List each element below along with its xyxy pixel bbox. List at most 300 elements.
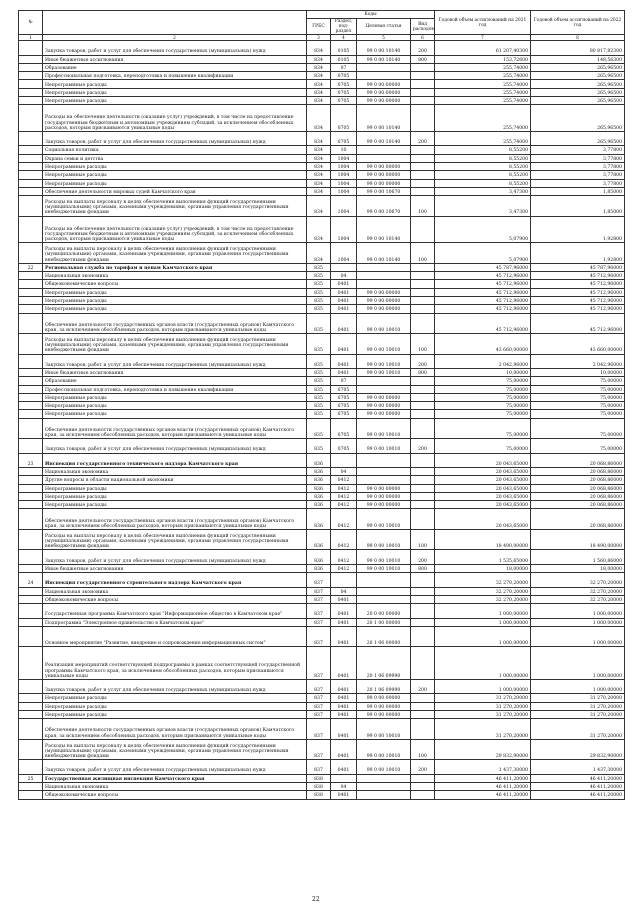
row-vr [411,626,435,647]
table-row [19,760,625,774]
row-vr [411,272,435,280]
row-cs [357,263,411,271]
row-value-2021: 5,07900 [435,243,531,264]
row-grbs: 834 [307,171,331,179]
table-row [19,710,625,718]
row-vr: 800 [411,368,435,376]
row-vr [411,72,435,80]
row-value-2021: 46 411,20000 [435,782,531,790]
row-value-2021: 8,55200 [435,146,531,154]
row-number [19,63,43,71]
row-number [19,782,43,790]
row-razdel: 0401 [331,647,357,680]
row-cs: 99 0 00 10010 [357,509,411,530]
table-row [19,63,625,71]
row-number [19,313,43,334]
row-grbs: 837 [307,710,331,718]
row-name: Другие вопросы в области национальной экономики [43,476,307,484]
row-grbs: 834 [307,146,331,154]
row-cs: 99 0 00 10010 [357,550,411,564]
row-vr [411,263,435,271]
row-number [19,595,43,603]
row-value-2021: 75,00000 [435,410,531,418]
row-razdel: 0705 [331,105,357,132]
row-razdel: 0705 [331,97,357,105]
table-row [19,595,625,603]
row-value-2021: 2 042,96000 [435,354,531,368]
table-row [19,393,625,401]
row-name: Обеспечение деятельности государственных органов власти (государственных органов) Камчатского края, за исключением обособленных расходов, которым присваиваются уникальные коды [43,509,307,530]
row-grbs: 836 [307,501,331,509]
row-cs: 99 0 00 00000 [357,88,411,96]
row-number [19,501,43,509]
row-razdel: 0412 [331,564,357,572]
row-vr: 100 [411,739,435,760]
row-razdel: 04 [331,467,357,475]
row-vr [411,573,435,587]
row-value-2021: 255,74000 [435,63,531,71]
row-cs [357,154,411,162]
row-grbs: 837 [307,702,331,710]
row-number [19,618,43,626]
row-vr [411,492,435,500]
row-value-2022: 1 000,00000 [531,680,625,694]
table-row [19,509,625,530]
row-value-2021: 255,74000 [435,131,531,145]
row-grbs: 834 [307,105,331,132]
table-row [19,263,625,271]
table-row [19,573,625,587]
row-cs: 99 0 00 10010 [357,354,411,368]
row-value-2022: 1 560,86000 [531,550,625,564]
row-grbs: 835 [307,272,331,280]
row-vr [411,587,435,595]
table-row [19,439,625,453]
row-value-2021: 75,00000 [435,385,531,393]
table-row [19,280,625,288]
row-number [19,154,43,162]
row-cs [357,467,411,475]
header-grbs: ГРБС [307,19,331,35]
row-grbs: 838 [307,791,331,799]
table-row [19,354,625,368]
table-row [19,41,625,55]
table-row [19,368,625,376]
row-grbs: 837 [307,626,331,647]
row-cs: 99 0 00 10010 [357,439,411,453]
table-row [19,476,625,484]
row-grbs: 835 [307,288,331,296]
table-row [19,492,625,500]
table-row [19,72,625,80]
row-number [19,529,43,550]
row-razdel: 0705 [331,131,357,145]
row-grbs: 835 [307,439,331,453]
row-vr [411,63,435,71]
row-name: Образование [43,63,307,71]
row-razdel: 0705 [331,418,357,439]
row-grbs: 837 [307,573,331,587]
table-row [19,791,625,799]
row-number [19,243,43,264]
table-row [19,216,625,243]
row-vr [411,604,435,618]
row-value-2021: 45 712,96000 [435,313,531,334]
row-value-2022: 45 712,96000 [531,272,625,280]
row-value-2022: 1 000,00000 [531,604,625,618]
row-value-2022: 20 068,86000 [531,453,625,467]
row-number [19,88,43,96]
row-value-2021: 75,00000 [435,393,531,401]
row-vr: 100 [411,243,435,264]
row-number [19,385,43,393]
row-name: Иные бюджетные ассигнования [43,368,307,376]
row-name: Непрограммные расходы [43,402,307,410]
row-number [19,196,43,217]
row-name: Непрограммные расходы [43,288,307,296]
row-grbs: 834 [307,131,331,145]
row-name: Непрограммные расходы [43,305,307,313]
row-grbs: 834 [307,179,331,187]
table-row [19,501,625,509]
table-row [19,377,625,385]
row-vr [411,179,435,187]
row-vr [411,296,435,304]
row-value-2022: 45 712,96000 [531,280,625,288]
budget-table [18,10,625,800]
row-grbs: 835 [307,368,331,376]
row-value-2022: 31 270,20000 [531,710,625,718]
row-cs: 99 0 00 10010 [357,739,411,760]
row-value-2022: 80 817,82300 [531,41,625,55]
row-razdel: 1004 [331,243,357,264]
row-cs: 99 0 00 00000 [357,296,411,304]
row-vr [411,410,435,418]
row-name: Иные бюджетные ассигнования [43,55,307,63]
row-razdel [331,774,357,782]
row-value-2022: 265,96500 [531,97,625,105]
row-razdel: 1004 [331,179,357,187]
row-name: Расходы на обеспечение деятельности (оказание услуг) учреждений, в том числе на предоставление государственным бюджетным и автономным учреждениям субсидий, за исключением обособленных расходов, которым присваиваются уникальные коды [43,216,307,243]
row-value-2021: 255,74000 [435,88,531,96]
table-row [19,187,625,195]
row-value-2022: 1 000,00000 [531,626,625,647]
row-vr [411,453,435,467]
row-value-2022: 2 042,96000 [531,354,625,368]
row-razdel: 0401 [331,368,357,376]
row-name: Непрограммные расходы [43,492,307,500]
row-grbs: 837 [307,680,331,694]
table-row [19,88,625,96]
row-number [19,334,43,355]
table-row [19,774,625,782]
row-value-2022: 46 411,20000 [531,791,625,799]
row-cs: 99 0 00 00000 [357,80,411,88]
row-grbs: 837 [307,595,331,603]
row-number [19,80,43,88]
row-razdel [331,453,357,467]
budget-table-page [18,10,624,800]
row-vr [411,187,435,195]
row-razdel: 04 [331,587,357,595]
row-value-2021: 1 437,30000 [435,760,531,774]
row-value-2021: 32 270,20000 [435,573,531,587]
row-number [19,354,43,368]
row-razdel: 0705 [331,410,357,418]
row-value-2022: 45 712,96000 [531,313,625,334]
table-row [19,587,625,595]
row-cs: 99 0 00 00000 [357,410,411,418]
table-row [19,131,625,145]
row-cs: 99 0 00 10010 [357,418,411,439]
row-value-2021: 45 712,96000 [435,272,531,280]
row-cs [357,385,411,393]
row-number [19,179,43,187]
row-vr [411,694,435,702]
row-cs [357,146,411,154]
row-cs [357,791,411,799]
row-cs: 99 0 00 10010 [357,529,411,550]
row-name: Расходы на выплаты персоналу в целях обеспечения выполнения функций государственными (муниципальными) органами, казенными учреждениями, органами управления государственными внебюджетными фондами [43,243,307,264]
row-grbs: 834 [307,55,331,63]
row-number [19,410,43,418]
row-cs: 99 0 00 10010 [357,760,411,774]
row-vr [411,393,435,401]
row-name: Общеэкономические вопросы [43,595,307,603]
row-razdel [331,573,357,587]
table-row [19,782,625,790]
row-value-2022: 148,56300 [531,55,625,63]
row-name: Непрограммные расходы [43,171,307,179]
row-cs: 99 0 00 10140 [357,55,411,63]
row-grbs: 835 [307,296,331,304]
row-number [19,131,43,145]
row-name: Непрограммные расходы [43,162,307,170]
row-name: Непрограммные расходы [43,484,307,492]
row-name: Непрограммные расходы [43,80,307,88]
row-number [19,296,43,304]
row-vr [411,484,435,492]
row-name: Обеспечение деятельности государственных органов власти (государственных органов) Камчатского края, за исключением обособленных расходов, которым присваиваются уникальные коды [43,719,307,740]
row-cs: 99 0 00 00000 [357,288,411,296]
row-number [19,467,43,475]
row-cs: 99 0 00 00000 [357,393,411,401]
row-name: Национальная экономика [43,587,307,595]
row-value-2022: 31 270,20000 [531,702,625,710]
row-grbs: 836 [307,550,331,564]
row-number [19,377,43,385]
row-number [19,694,43,702]
row-razdel: 0412 [331,476,357,484]
table-row [19,564,625,572]
table-row [19,305,625,313]
row-name: Обеспечение деятельности мировых судей Камчатского края [43,187,307,195]
row-vr [411,80,435,88]
row-razdel: 0705 [331,72,357,80]
row-value-2021: 18,00000 [435,564,531,572]
row-number [19,760,43,774]
row-name: Национальная экономика [43,467,307,475]
row-razdel: 0401 [331,680,357,694]
row-name: Непрограммные расходы [43,702,307,710]
table-row [19,402,625,410]
row-value-2021: 8,55200 [435,154,531,162]
row-cs: 20 1 00 00000 [357,618,411,626]
row-razdel: 0401 [331,739,357,760]
table-row [19,604,625,618]
row-cs: 20 1 06 09990 [357,647,411,680]
row-vr [411,105,435,132]
column-index: 1 [19,35,43,41]
column-index: 3 [307,35,331,41]
row-cs [357,573,411,587]
row-vr: 200 [411,354,435,368]
row-name: Закупка товаров, работ и услуг для обеспечения государственных (муниципальных) нужд [43,41,307,55]
row-value-2022: 75,00000 [531,418,625,439]
row-razdel: 0401 [331,280,357,288]
table-row [19,296,625,304]
row-grbs: 838 [307,782,331,790]
row-value-2021: 1 000,00000 [435,680,531,694]
row-razdel: 0705 [331,88,357,96]
row-razdel: 1004 [331,216,357,243]
row-name: Образование [43,377,307,385]
column-index: 8 [531,35,625,41]
row-vr [411,702,435,710]
table-row [19,739,625,760]
row-value-2022: 1 437,30000 [531,760,625,774]
row-grbs: 837 [307,694,331,702]
table-row [19,453,625,467]
row-vr: 100 [411,196,435,217]
row-number [19,484,43,492]
column-index: 7 [435,35,531,41]
row-cs: 99 0 00 10010 [357,719,411,740]
table-row [19,680,625,694]
row-vr [411,791,435,799]
row-grbs: 836 [307,564,331,572]
row-value-2022: 265,96500 [531,63,625,71]
row-number [19,41,43,55]
row-value-2021: 32 270,20000 [435,587,531,595]
row-razdel: 1004 [331,162,357,170]
row-value-2021: 1 000,00000 [435,647,531,680]
row-value-2021: 1 000,00000 [435,604,531,618]
row-value-2022: 18 490,00000 [531,529,625,550]
row-name: Расходы на выплаты персоналу в целях обеспечения выполнения функций государственными (муниципальными) органами, казенными учреждениями, органами управления государственными внебюджетными фондами [43,334,307,355]
row-grbs: 835 [307,393,331,401]
row-vr [411,719,435,740]
row-razdel: 1004 [331,154,357,162]
row-name: Непрограммные расходы [43,710,307,718]
table-row [19,55,625,63]
header-num: № [19,11,43,35]
row-number [19,368,43,376]
row-grbs: 838 [307,774,331,782]
row-name: Расходы на выплаты персоналу в целях обеспечения выполнения функций государственными (муниципальными) органами, казенными учреждениями, органами управления государственными внебюджетными фондами [43,739,307,760]
row-grbs: 835 [307,410,331,418]
row-name: Профессиональная подготовка, переподготовка и повышение квалификации [43,385,307,393]
row-razdel: 0401 [331,595,357,603]
row-vr: 200 [411,439,435,453]
row-number [19,492,43,500]
row-grbs: 836 [307,529,331,550]
row-vr [411,418,435,439]
row-name: Непрограммные расходы [43,88,307,96]
row-value-2022: 46 411,20000 [531,782,625,790]
row-cs: 99 0 00 00000 [357,179,411,187]
row-value-2021: 75,00000 [435,418,531,439]
row-value-2022: 31 270,20000 [531,719,625,740]
row-name: Непрограммные расходы [43,179,307,187]
row-vr [411,146,435,154]
row-number [19,288,43,296]
row-value-2021: 20 043,65000 [435,467,531,475]
row-cs: 99 0 00 10670 [357,196,411,217]
row-value-2021: 45 712,96000 [435,288,531,296]
row-value-2022: 32 270,20000 [531,595,625,603]
row-number [19,739,43,760]
row-value-2022: 20 068,86000 [531,467,625,475]
header-cs: Целевая статья [357,19,411,35]
row-value-2022: 265,96500 [531,88,625,96]
row-value-2022: 43 660,00000 [531,334,625,355]
row-grbs: 837 [307,760,331,774]
table-row [19,288,625,296]
row-value-2022: 1 000,00000 [531,618,625,626]
row-name: Обеспечение деятельности государственных органов власти (государственных органов) Камчатского края, за исключением обособленных расходов, которым присваиваются уникальные коды [43,313,307,334]
row-cs: 99 0 00 10010 [357,368,411,376]
row-value-2022: 1,92800 [531,216,625,243]
row-grbs: 834 [307,72,331,80]
row-razdel: 0412 [331,501,357,509]
header-vr: Вид расходов [411,19,435,35]
row-value-2022: 31 270,20000 [531,694,625,702]
row-vr: 200 [411,680,435,694]
row-value-2022: 29 832,90000 [531,739,625,760]
table-row [19,702,625,710]
row-number [19,305,43,313]
row-name: Национальная экономика [43,782,307,790]
row-number [19,710,43,718]
row-value-2021: 61 207,40300 [435,41,531,55]
row-value-2021: 8,55200 [435,171,531,179]
row-value-2021: 20 043,65000 [435,453,531,467]
table-row [19,243,625,264]
row-grbs: 834 [307,216,331,243]
row-grbs: 834 [307,80,331,88]
row-name: Иные бюджетные ассигнования [43,564,307,572]
row-value-2021: 20 043,65000 [435,484,531,492]
table-row [19,385,625,393]
table-header [19,11,625,41]
row-cs: 99 0 00 00000 [357,484,411,492]
row-razdel: 0401 [331,313,357,334]
row-razdel: 04 [331,272,357,280]
row-value-2021: 5,07900 [435,216,531,243]
row-vr [411,774,435,782]
row-value-2021: 1 000,00000 [435,626,531,647]
row-grbs: 836 [307,476,331,484]
row-value-2021: 46 411,20000 [435,774,531,782]
row-value-2022: 32 270,20000 [531,587,625,595]
row-vr: 200 [411,41,435,55]
row-value-2022: 3,77800 [531,179,625,187]
row-number [19,791,43,799]
row-vr [411,467,435,475]
row-grbs: 835 [307,402,331,410]
row-vr: 200 [411,131,435,145]
